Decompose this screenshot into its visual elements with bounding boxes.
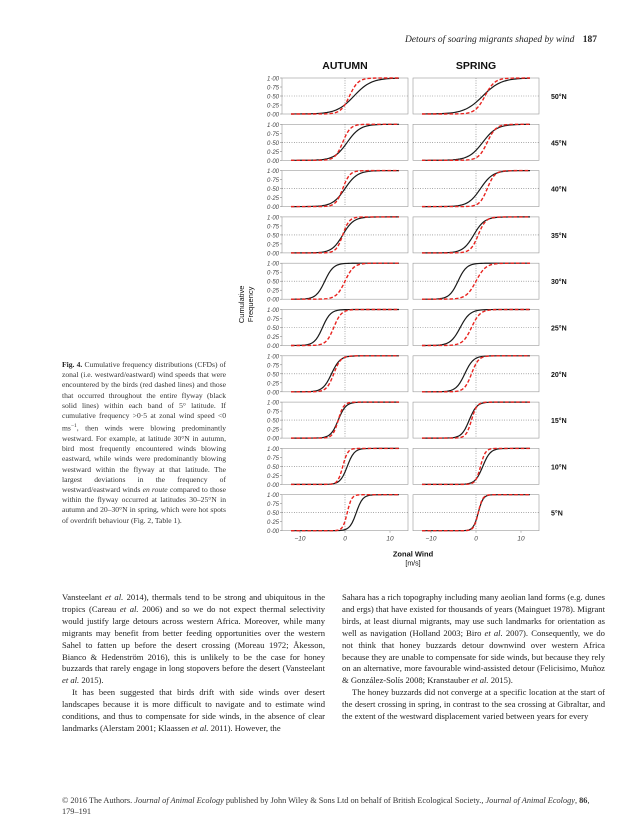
y-axis-label: Cumulative: [237, 285, 246, 324]
y-tick-label: 0·25: [266, 288, 279, 295]
y-tick-label: 0·75: [266, 455, 279, 462]
y-tick-label: 0·50: [266, 464, 279, 471]
footer-text: , 179–191: [62, 796, 590, 816]
et-al: et al.: [484, 627, 503, 638]
text-run: 2015).: [488, 675, 513, 686]
page-footer: [62, 795, 602, 817]
row-label: 30°N: [551, 279, 567, 287]
column-title-spring: SPRING: [455, 60, 497, 72]
left-paragraph-2: [62, 687, 325, 735]
y-tick-label: 1·00: [266, 261, 279, 268]
y-tick-label: 0·75: [266, 270, 279, 277]
y-tick-label: 0·50: [266, 372, 279, 379]
text-run: 2015).: [79, 675, 104, 686]
row-label: 15°N: [551, 418, 567, 426]
et-al: et al.: [191, 722, 209, 733]
y-tick-label: 0·75: [266, 409, 279, 416]
y-tick-label: 0·00: [266, 436, 279, 443]
y-tick-label: 0·25: [266, 335, 279, 341]
y-tick-label: 1·00: [266, 215, 279, 222]
et-al: et al.: [104, 592, 124, 602]
y-tick-label: 0·25: [266, 242, 279, 249]
y-tick-label: 1·00: [266, 446, 279, 453]
x-tick-label: 0: [343, 535, 347, 543]
y-tick-label: 1·00: [266, 308, 279, 314]
y-tick-label: 0·25: [266, 381, 279, 388]
row-label: 40°N: [551, 186, 567, 194]
text-run: 2011). However, the: [208, 722, 281, 733]
y-tick-label: 0·00: [266, 112, 279, 119]
text-run: 2014), thermals tend to be strong and ubiquitous in the tropics (Careau: [62, 592, 326, 614]
y-tick-label: 1·00: [266, 493, 279, 500]
y-tick-label: 0·25: [266, 149, 279, 156]
y-tick-label: 0·00: [266, 390, 279, 397]
text-run: Sahara has a rich topography including many aeolian land forms (e.g. dunes and ergs) that have existed for thousands of years (Mainguet 1978). Migrant birds, at least diurnal migrants, may use such landmarks for orientation as well as navigation (Holland 2003; Biro: [342, 592, 605, 638]
y-tick-label: 0·75: [266, 178, 279, 185]
footer-volume: 86: [579, 796, 588, 805]
x-axis-label: Zonal Wind: [392, 549, 434, 559]
y-tick-label: 0·75: [266, 502, 279, 509]
caption-superscript: −1: [70, 423, 77, 430]
row-label: 20°N: [551, 371, 567, 379]
y-tick-label: 0·25: [266, 196, 279, 203]
y-tick-label: 0·75: [266, 131, 279, 138]
y-tick-label: 0·50: [266, 418, 279, 425]
y-tick-label: 0·75: [266, 317, 279, 323]
x-tick-label: 10: [517, 535, 525, 543]
y-tick-label: 0·50: [266, 326, 279, 332]
y-tick-label: 1·00: [266, 354, 279, 361]
caption-italic: en route: [142, 484, 168, 494]
y-tick-label: 0·00: [266, 482, 279, 489]
row-label: 25°N: [551, 325, 567, 333]
body-column-left: [62, 592, 325, 735]
y-tick-label: 0·50: [266, 279, 279, 286]
y-tick-label: 1·00: [266, 169, 279, 176]
caption-text-2: , then winds were blowing predominantly westward. For example, at latitude 30°N in autumn, bird most frequently encountered winds blowing eastward, while winds were predominantly blowing westward within the flyway at that latitude. The largest deviations in the frequency of westward/eastward winds: [62, 423, 226, 494]
caption-text-3: compared to those within the flyway occurred at latitudes 30–25°N in autumn and 20–30°N in spring, which were hot spots of overdrift behaviour (Fig. 2, Table 1).: [62, 484, 226, 525]
x-tick-label: −10: [294, 535, 306, 543]
et-al: et al.: [119, 603, 139, 614]
y-tick-label: 0·50: [266, 187, 279, 194]
y-tick-label: 0·25: [266, 520, 279, 527]
y-tick-label: 0·50: [266, 233, 279, 240]
row-label: 35°N: [551, 232, 567, 240]
y-tick-label: 0·00: [266, 158, 279, 165]
y-axis-label: Frequency: [246, 286, 255, 323]
column-title-autumn: AUTUMN: [322, 60, 368, 72]
y-tick-label: 0·00: [266, 297, 279, 304]
footer-journal: Journal of Animal Ecology: [134, 796, 224, 805]
y-tick-label: 0·00: [266, 529, 279, 536]
x-tick-label: −10: [425, 535, 437, 543]
text-run: It has been suggested that birds drift with side winds over desert landscapes because it is more difficult to navigate and to estimate wind conditions, and thus to compensate for side winds, in the absence of clear landmarks (Alerstam 2001; Klaassen: [62, 687, 325, 733]
x-tick-label: 10: [386, 535, 394, 543]
figure-caption: [62, 360, 226, 526]
y-tick-label: 1·00: [266, 400, 279, 407]
footer-text: © 2016 The Authors.: [62, 796, 135, 805]
row-label: 10°N: [551, 464, 567, 472]
y-tick-label: 0·75: [266, 85, 279, 92]
y-tick-label: 0·50: [266, 94, 279, 101]
y-tick-label: 0·50: [266, 511, 279, 518]
y-tick-label: 0·75: [266, 224, 279, 231]
y-tick-label: 0·25: [266, 473, 279, 480]
y-tick-label: 1·00: [266, 122, 279, 129]
running-title: Detours of soaring migrants shaped by wind: [404, 35, 575, 45]
y-tick-label: 0·25: [266, 103, 279, 110]
x-axis-unit: [m/s]: [405, 560, 421, 568]
footer-text: ,: [574, 796, 580, 805]
y-tick-label: 0·50: [266, 140, 279, 147]
row-label: 5°N: [551, 510, 563, 518]
text-run: Vansteelant: [62, 592, 105, 602]
y-tick-label: 0·00: [266, 205, 279, 212]
y-tick-label: 0·75: [266, 363, 279, 370]
body-column-right: [342, 592, 605, 723]
row-label: 45°N: [551, 140, 567, 148]
row-label: 50°N: [551, 94, 567, 101]
right-paragraph-1: [342, 592, 605, 687]
text-run: 2007). Consequently, we do not think that honey buzzards detour downwind over western Africa because they are unable to compensate for side winds, but because they rely on an alternative, more favourable wind-assisted detour (Felicisimo, Muñoz & González-Solís 2008; Kranstauber: [342, 627, 605, 686]
left-paragraph-1: [62, 592, 325, 687]
caption-text-1: Cumulative frequency distributions (CFDs) of zonal (i.e. westward/eastward) wind speeds that were encountered by the birds (red dashed lines) and those that occurred throughout the entire flyway (black solid lines) within each band of 5° latitude. If cumulative frequency >0·5 at zonal wind speed <0 ms: [62, 360, 227, 433]
et-al: et al.: [62, 675, 80, 686]
footer-text: published by John Wiley & Sons Ltd on behalf of British Ecological Society.,: [223, 796, 486, 805]
text-run: 2006) and so we do not expect thermal selectivity would justify large detours across western Africa. Moreover, while many migrants may benefit from better feeding opportunities over the western Sahel to fatten up before the desert crossing (Moreau 1972; Åkesson, Bianco & Hedenström 2016), this is unlikely to be the case for honey buzzards that rarely engage in long stopovers before the desert (Vansteelant: [62, 603, 326, 674]
caption-label: Fig. 4.: [62, 360, 83, 369]
x-tick-label: 0: [474, 535, 478, 543]
footer-journal: Journal of Animal Ecology: [485, 796, 575, 805]
right-paragraph-2: The honey buzzards did not converge at a specific location at the start of the desert crossing in spring, in contrast to the sea crossing at Gibraltar, and the extent of the westward displacement varied between years for every: [342, 687, 605, 722]
y-tick-label: 1·00: [266, 76, 279, 83]
y-tick-label: 0·00: [266, 251, 279, 258]
y-tick-label: 0·00: [266, 344, 279, 350]
y-tick-label: 0·25: [266, 427, 279, 434]
et-al: et al.: [471, 675, 489, 686]
page-number: 187: [582, 35, 597, 45]
